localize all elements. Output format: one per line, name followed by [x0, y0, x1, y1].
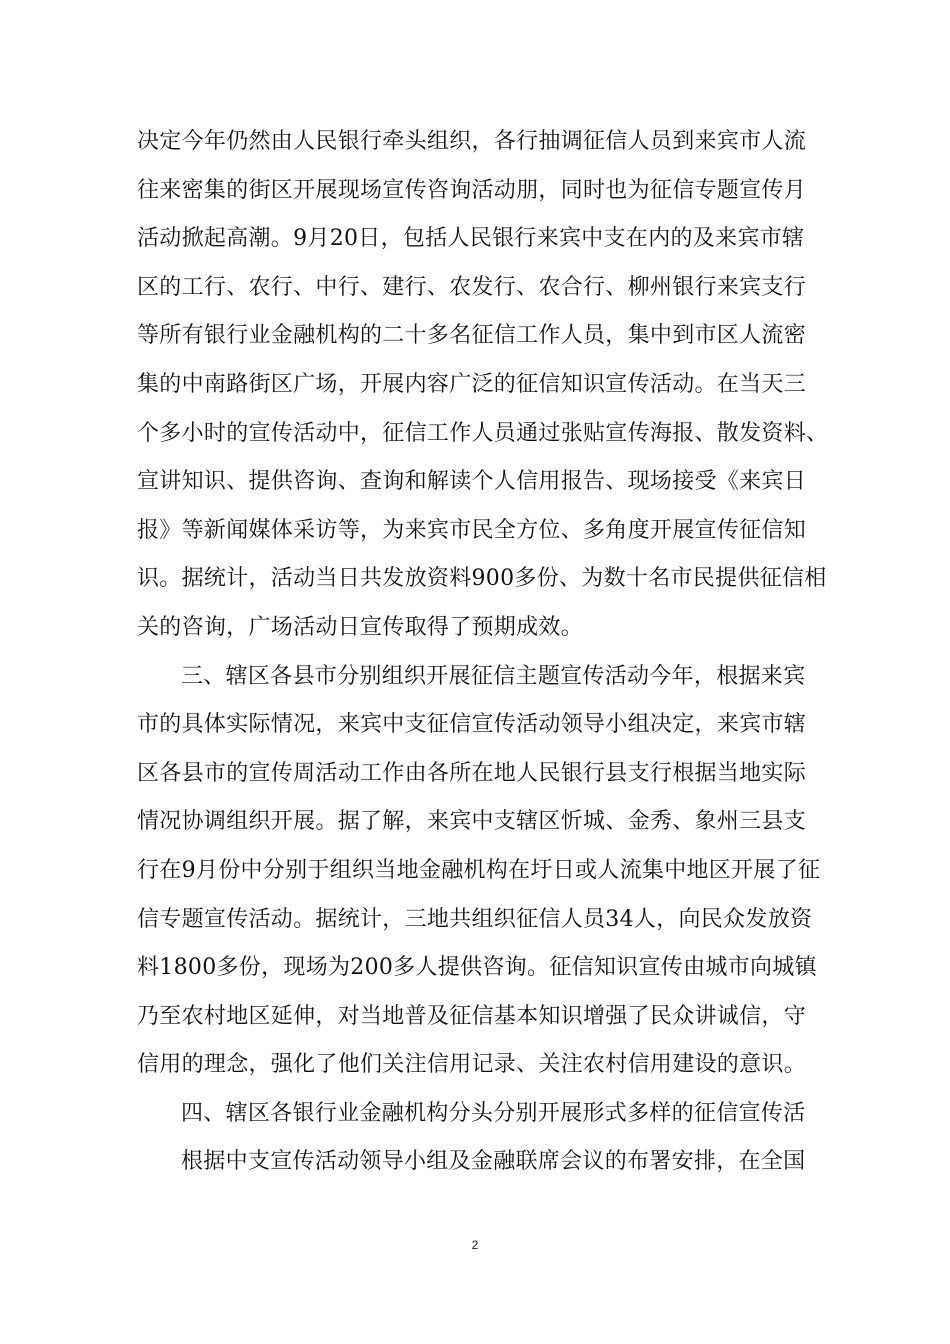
- text-line: 乃至农村地区延伸，对当地普及征信基本知识增强了民众讲诚信，守: [137, 1003, 807, 1029]
- text-line: 关的咨询，广场活动日宣传取得了预期成效。: [137, 614, 584, 640]
- text-line: 个多小时的宣传活动中，征信工作人员通过张贴宣传海报、散发资料、: [137, 420, 829, 446]
- text-line: 宣讲知识、提供咨询、查询和解读个人信用报告、现场接受《来宾日: [137, 469, 807, 495]
- text-line: 决定今年仍然由人民银行牵头组织，各行抽调征信人员到来宾市人流: [137, 129, 807, 154]
- text-line: 识。据统计，活动当日共发放资料900多份、为数十名市民提供征信相: [137, 566, 827, 592]
- text-line: 报》等新闻媒体采访等，为来宾市民全方位、多角度开展宣传征信知: [137, 517, 807, 543]
- text-line: 情况协调组织开展。据了解，来宾中支辖区忻城、金秀、象州三县支: [137, 809, 807, 835]
- page-number: 2: [471, 1238, 479, 1252]
- text-line: 区的工行、农行、中行、建行、农发行、农合行、柳州银行来宾支行: [137, 274, 807, 300]
- text-line: 集的中南路街区广场，开展内容广泛的征信知识宣传活动。在当天三: [137, 371, 807, 397]
- text-line: 信专题宣传活动。据统计，三地共组织征信人员34人，向民众发放资: [137, 906, 813, 932]
- text-line: 信用的理念，强化了他们关注信用记录、关注农村信用建设的意识。: [137, 1052, 807, 1078]
- text-line: 料1800多份，现场为200多人提供咨询。征信知识宣传由城市向城镇: [137, 955, 817, 981]
- text-line: 往来密集的街区开展现场宣传咨询活动朋，同时也为征信专题宣传月: [137, 177, 807, 203]
- text-line: 市的具体实际情况，来宾中支征信宣传活动领导小组决定，来宾市辖: [137, 712, 807, 738]
- text-line: 区各县市的宣传周活动工作由各所在地人民银行县支行根据当地实际: [137, 760, 807, 786]
- text-line: 行在9月份中分别于组织当地金融机构在圩日或人流集中地区开展了征: [137, 857, 821, 883]
- section-heading-3: 三、辖区各县市分别组织开展征信主题宣传活动今年，根据来宾: [181, 663, 806, 689]
- text-line: 根据中支宣传活动领导小组及金融联席会议的布署安排，在全国: [181, 1149, 806, 1175]
- text-line: 活动掀起高潮。9月20日，包括人民银行来宾中支在内的及来宾市辖: [137, 226, 805, 252]
- section-heading-4: 四、辖区各银行业金融机构分头分别开展形式多样的征信宣传活: [181, 1100, 806, 1126]
- document-body: [137, 118, 827, 1187]
- text-line: 等所有银行业金融机构的二十多名征信工作人员，集中到市区人流密: [137, 323, 807, 349]
